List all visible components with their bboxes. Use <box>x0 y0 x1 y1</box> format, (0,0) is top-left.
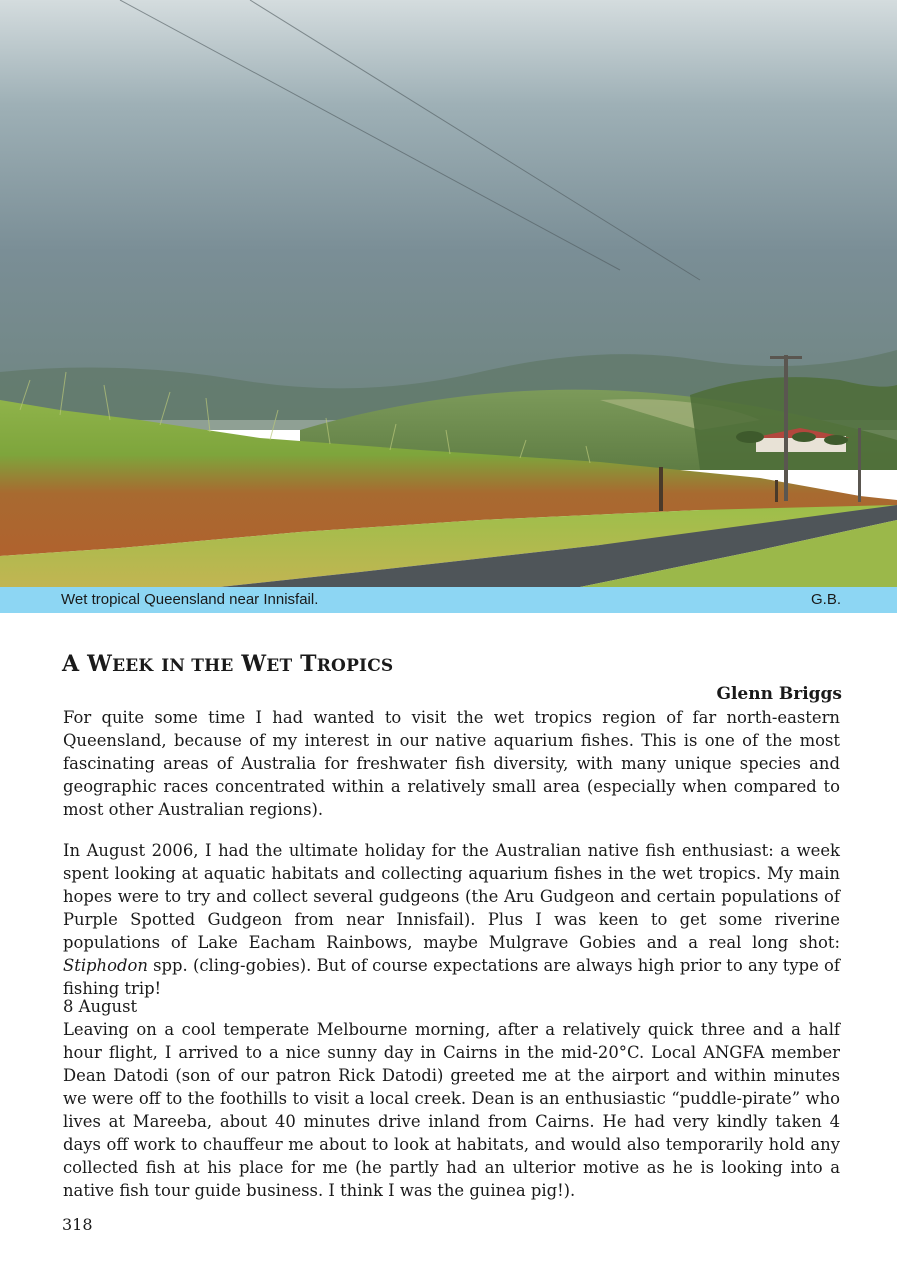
photo-credit: G.B. <box>810 591 841 608</box>
title-word-4-initial: W <box>241 651 267 677</box>
header-photo <box>0 0 897 587</box>
photo-caption: Wet tropical Queensland near Innisfail. <box>61 591 319 608</box>
title-word-2-rest: EEK <box>112 656 154 676</box>
title-words-3: IN THE <box>161 656 234 676</box>
title-word-5-initial: T <box>300 651 317 677</box>
paragraph-holiday-text-1: In August 2006, I had the ultimate holiday for the Australian native fish enthusiast: a week spent looking at aquatic habitats and collecting aquarium fishes in the wet tropics. My main hopes were to try and collect several gudgeons (the Aru Gudgeon and certain populations of Purple Spotted Gudgeon from near Innisfail). Plus I was keen to get some riverine populations of Lake Eacham Rainbows, maybe Mulgrave Gobies and a real long shot: <box>63 841 840 952</box>
photo-caption-bar <box>0 587 897 613</box>
title-word-1: A <box>62 651 80 677</box>
paragraph-holiday <box>63 839 840 1000</box>
power-pole <box>784 355 788 501</box>
article-title <box>62 651 393 677</box>
title-word-4-rest: ET <box>266 656 293 676</box>
wet-tropics-landscape-photo <box>0 0 897 587</box>
sky <box>0 0 897 420</box>
title-word-2-initial: W <box>87 651 113 677</box>
page-number: 318 <box>62 1215 93 1234</box>
title-word-5-rest: ROPICS <box>316 656 394 676</box>
paragraph-holiday-text-2: spp. (cling-gobies). But of course expectations are always high prior to any type of fishing trip! <box>63 956 840 998</box>
species-name-italic: Stiphodon <box>63 956 148 975</box>
paragraph-arrival: Leaving on a cool temperate Melbourne morning, after a relatively quick three and a half hour flight, I arrived to a nice sunny day in Cairns in the mid-20°C. Local ANGFA member Dean Datodi (son of our patron Rick Datodi) greeted me at the airport and within minutes we were off to the foothills to visit a local creek. Dean is an enthusiastic “puddle-pirate” who lives at Mareeba, about 40 minutes drive inland from Cairns. He had very kindly taken 4 days off work to chauffeur me about to look at habitats, and would also temporarily hold any collected fish at his place for me (he partly had an ulterior motive as he is looking into a native fish tour guide business. I think I was the guinea pig!). <box>63 1020 840 1200</box>
paragraph-intro: For quite some time I had wanted to visit the wet tropics region of far north-eastern Queensland, because of my interest in our native aquarium fishes. This is one of the most fascinating areas of Australia for freshwater fish diversity, with many unique species and geographic races concentrated within a relatively small area (especially when compared to most other Australian regions). <box>63 708 840 819</box>
tree-cluster <box>690 377 897 470</box>
diary-date: 8 August <box>63 997 138 1016</box>
article-author: Glenn Briggs <box>716 684 842 704</box>
